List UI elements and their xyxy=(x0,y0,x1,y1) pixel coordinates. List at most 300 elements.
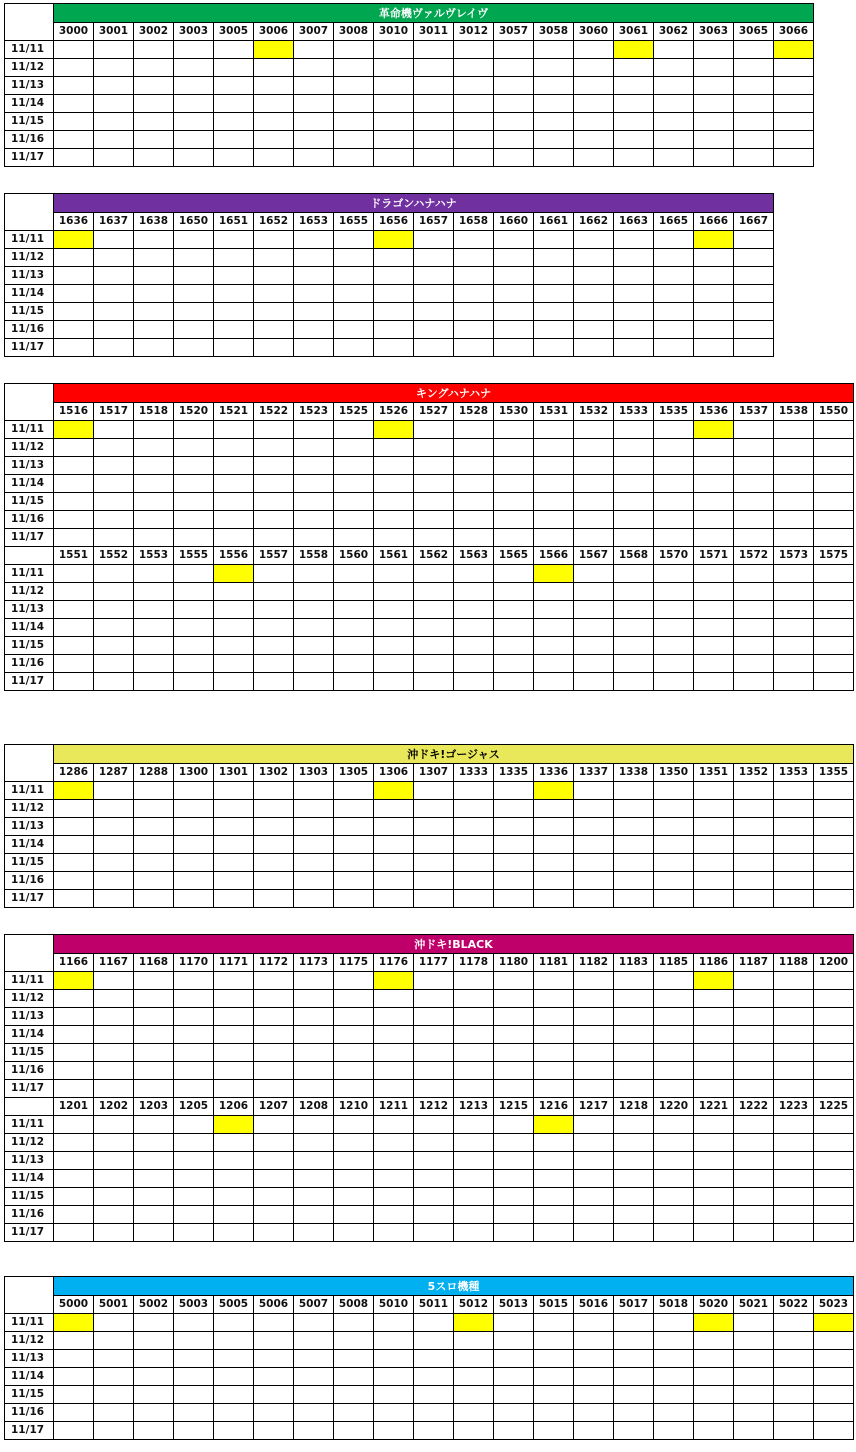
result-cell[interactable] xyxy=(494,439,534,457)
result-cell[interactable] xyxy=(654,303,694,321)
result-cell[interactable] xyxy=(174,583,214,601)
result-cell[interactable] xyxy=(494,267,534,285)
result-cell[interactable] xyxy=(534,511,574,529)
result-cell[interactable] xyxy=(54,1350,94,1368)
result-cell[interactable] xyxy=(614,565,654,583)
result-cell[interactable] xyxy=(454,890,494,908)
result-cell[interactable] xyxy=(494,1314,534,1332)
result-cell[interactable] xyxy=(54,619,94,637)
result-cell[interactable] xyxy=(574,655,614,673)
result-cell[interactable] xyxy=(334,231,374,249)
result-cell[interactable] xyxy=(94,782,134,800)
result-cell[interactable] xyxy=(654,41,694,59)
result-cell[interactable] xyxy=(174,249,214,267)
result-cell[interactable] xyxy=(414,1422,454,1440)
result-cell[interactable] xyxy=(454,619,494,637)
result-cell[interactable] xyxy=(614,59,654,77)
result-cell[interactable] xyxy=(214,782,254,800)
result-cell[interactable] xyxy=(414,421,454,439)
result-cell[interactable] xyxy=(654,1008,694,1026)
result-cell[interactable] xyxy=(494,321,534,339)
result-cell[interactable] xyxy=(174,41,214,59)
result-cell[interactable] xyxy=(574,972,614,990)
result-cell[interactable] xyxy=(694,1386,734,1404)
result-cell[interactable] xyxy=(454,1026,494,1044)
result-cell[interactable] xyxy=(814,1368,854,1386)
result-cell[interactable] xyxy=(574,836,614,854)
result-cell[interactable] xyxy=(654,321,694,339)
result-cell[interactable] xyxy=(414,1152,454,1170)
result-cell[interactable] xyxy=(54,149,94,167)
result-cell[interactable] xyxy=(94,1188,134,1206)
result-cell[interactable] xyxy=(774,890,814,908)
result-cell[interactable] xyxy=(574,673,614,691)
result-cell[interactable] xyxy=(94,800,134,818)
result-cell[interactable] xyxy=(654,818,694,836)
result-cell[interactable] xyxy=(494,872,534,890)
result-cell[interactable] xyxy=(254,1368,294,1386)
result-cell[interactable] xyxy=(454,493,494,511)
result-cell[interactable] xyxy=(374,782,414,800)
result-cell[interactable] xyxy=(334,511,374,529)
result-cell[interactable] xyxy=(334,872,374,890)
result-cell[interactable] xyxy=(414,511,454,529)
result-cell[interactable] xyxy=(734,95,774,113)
result-cell[interactable] xyxy=(294,267,334,285)
result-cell[interactable] xyxy=(454,1422,494,1440)
result-cell[interactable] xyxy=(534,601,574,619)
result-cell[interactable] xyxy=(94,421,134,439)
result-cell[interactable] xyxy=(774,1224,814,1242)
result-cell[interactable] xyxy=(374,1152,414,1170)
result-cell[interactable] xyxy=(254,1080,294,1098)
result-cell[interactable] xyxy=(574,285,614,303)
result-cell[interactable] xyxy=(414,1134,454,1152)
result-cell[interactable] xyxy=(94,511,134,529)
result-cell[interactable] xyxy=(694,529,734,547)
result-cell[interactable] xyxy=(134,149,174,167)
result-cell[interactable] xyxy=(54,41,94,59)
result-cell[interactable] xyxy=(94,1008,134,1026)
result-cell[interactable] xyxy=(694,1026,734,1044)
result-cell[interactable] xyxy=(174,511,214,529)
result-cell[interactable] xyxy=(774,854,814,872)
result-cell[interactable] xyxy=(94,77,134,95)
result-cell[interactable] xyxy=(214,601,254,619)
result-cell[interactable] xyxy=(214,511,254,529)
result-cell[interactable] xyxy=(334,285,374,303)
result-cell[interactable] xyxy=(574,1026,614,1044)
result-cell[interactable] xyxy=(694,95,734,113)
result-cell[interactable] xyxy=(414,95,454,113)
result-cell[interactable] xyxy=(814,1332,854,1350)
result-cell[interactable] xyxy=(734,457,774,475)
result-cell[interactable] xyxy=(94,818,134,836)
result-cell[interactable] xyxy=(94,131,134,149)
result-cell[interactable] xyxy=(334,1314,374,1332)
result-cell[interactable] xyxy=(214,818,254,836)
result-cell[interactable] xyxy=(574,1152,614,1170)
result-cell[interactable] xyxy=(574,872,614,890)
result-cell[interactable] xyxy=(414,1206,454,1224)
result-cell[interactable] xyxy=(534,249,574,267)
result-cell[interactable] xyxy=(214,149,254,167)
result-cell[interactable] xyxy=(174,1386,214,1404)
result-cell[interactable] xyxy=(254,1044,294,1062)
result-cell[interactable] xyxy=(254,601,294,619)
result-cell[interactable] xyxy=(134,1422,174,1440)
result-cell[interactable] xyxy=(174,1008,214,1026)
result-cell[interactable] xyxy=(134,1206,174,1224)
result-cell[interactable] xyxy=(54,565,94,583)
result-cell[interactable] xyxy=(454,149,494,167)
result-cell[interactable] xyxy=(694,1350,734,1368)
result-cell[interactable] xyxy=(654,231,694,249)
result-cell[interactable] xyxy=(54,800,94,818)
result-cell[interactable] xyxy=(374,1170,414,1188)
result-cell[interactable] xyxy=(614,77,654,95)
result-cell[interactable] xyxy=(334,457,374,475)
result-cell[interactable] xyxy=(734,493,774,511)
result-cell[interactable] xyxy=(294,782,334,800)
result-cell[interactable] xyxy=(814,872,854,890)
result-cell[interactable] xyxy=(174,113,214,131)
result-cell[interactable] xyxy=(414,583,454,601)
result-cell[interactable] xyxy=(294,1170,334,1188)
result-cell[interactable] xyxy=(94,1422,134,1440)
result-cell[interactable] xyxy=(494,1206,534,1224)
result-cell[interactable] xyxy=(654,249,694,267)
result-cell[interactable] xyxy=(814,421,854,439)
result-cell[interactable] xyxy=(174,77,214,95)
result-cell[interactable] xyxy=(534,267,574,285)
result-cell[interactable] xyxy=(734,113,774,131)
result-cell[interactable] xyxy=(734,1044,774,1062)
result-cell[interactable] xyxy=(694,77,734,95)
result-cell[interactable] xyxy=(334,990,374,1008)
result-cell[interactable] xyxy=(574,439,614,457)
result-cell[interactable] xyxy=(174,285,214,303)
result-cell[interactable] xyxy=(694,1080,734,1098)
result-cell[interactable] xyxy=(814,1206,854,1224)
result-cell[interactable] xyxy=(454,1386,494,1404)
result-cell[interactable] xyxy=(134,493,174,511)
result-cell[interactable] xyxy=(454,1332,494,1350)
result-cell[interactable] xyxy=(614,1404,654,1422)
result-cell[interactable] xyxy=(134,339,174,357)
result-cell[interactable] xyxy=(694,1224,734,1242)
result-cell[interactable] xyxy=(574,1170,614,1188)
result-cell[interactable] xyxy=(94,285,134,303)
result-cell[interactable] xyxy=(814,800,854,818)
result-cell[interactable] xyxy=(494,285,534,303)
result-cell[interactable] xyxy=(254,529,294,547)
result-cell[interactable] xyxy=(574,637,614,655)
result-cell[interactable] xyxy=(654,529,694,547)
result-cell[interactable] xyxy=(374,113,414,131)
result-cell[interactable] xyxy=(334,1332,374,1350)
result-cell[interactable] xyxy=(454,421,494,439)
result-cell[interactable] xyxy=(294,800,334,818)
result-cell[interactable] xyxy=(94,1224,134,1242)
result-cell[interactable] xyxy=(774,421,814,439)
result-cell[interactable] xyxy=(414,339,454,357)
result-cell[interactable] xyxy=(734,782,774,800)
result-cell[interactable] xyxy=(574,511,614,529)
result-cell[interactable] xyxy=(54,990,94,1008)
result-cell[interactable] xyxy=(534,818,574,836)
result-cell[interactable] xyxy=(814,836,854,854)
result-cell[interactable] xyxy=(734,818,774,836)
result-cell[interactable] xyxy=(454,601,494,619)
result-cell[interactable] xyxy=(294,1134,334,1152)
result-cell[interactable] xyxy=(214,59,254,77)
result-cell[interactable] xyxy=(174,1404,214,1422)
result-cell[interactable] xyxy=(334,1062,374,1080)
result-cell[interactable] xyxy=(54,637,94,655)
result-cell[interactable] xyxy=(414,59,454,77)
result-cell[interactable] xyxy=(494,972,534,990)
result-cell[interactable] xyxy=(334,1008,374,1026)
result-cell[interactable] xyxy=(374,1116,414,1134)
result-cell[interactable] xyxy=(574,529,614,547)
result-cell[interactable] xyxy=(254,475,294,493)
result-cell[interactable] xyxy=(814,457,854,475)
result-cell[interactable] xyxy=(694,1332,734,1350)
result-cell[interactable] xyxy=(334,77,374,95)
result-cell[interactable] xyxy=(334,149,374,167)
result-cell[interactable] xyxy=(134,1044,174,1062)
result-cell[interactable] xyxy=(174,972,214,990)
result-cell[interactable] xyxy=(174,493,214,511)
result-cell[interactable] xyxy=(614,673,654,691)
result-cell[interactable] xyxy=(294,1080,334,1098)
result-cell[interactable] xyxy=(454,1044,494,1062)
result-cell[interactable] xyxy=(614,1332,654,1350)
result-cell[interactable] xyxy=(734,285,774,303)
result-cell[interactable] xyxy=(534,1080,574,1098)
result-cell[interactable] xyxy=(534,1134,574,1152)
result-cell[interactable] xyxy=(374,1422,414,1440)
result-cell[interactable] xyxy=(334,249,374,267)
result-cell[interactable] xyxy=(534,990,574,1008)
result-cell[interactable] xyxy=(374,890,414,908)
result-cell[interactable] xyxy=(494,1188,534,1206)
result-cell[interactable] xyxy=(414,1170,454,1188)
result-cell[interactable] xyxy=(134,1386,174,1404)
result-cell[interactable] xyxy=(614,529,654,547)
result-cell[interactable] xyxy=(734,1188,774,1206)
result-cell[interactable] xyxy=(54,1008,94,1026)
result-cell[interactable] xyxy=(654,1314,694,1332)
result-cell[interactable] xyxy=(374,267,414,285)
result-cell[interactable] xyxy=(254,113,294,131)
result-cell[interactable] xyxy=(574,41,614,59)
result-cell[interactable] xyxy=(214,836,254,854)
result-cell[interactable] xyxy=(254,59,294,77)
result-cell[interactable] xyxy=(574,1332,614,1350)
result-cell[interactable] xyxy=(774,619,814,637)
result-cell[interactable] xyxy=(294,583,334,601)
result-cell[interactable] xyxy=(494,1350,534,1368)
result-cell[interactable] xyxy=(534,1386,574,1404)
result-cell[interactable] xyxy=(374,854,414,872)
result-cell[interactable] xyxy=(94,1350,134,1368)
result-cell[interactable] xyxy=(374,1062,414,1080)
result-cell[interactable] xyxy=(174,818,214,836)
result-cell[interactable] xyxy=(574,475,614,493)
result-cell[interactable] xyxy=(294,655,334,673)
result-cell[interactable] xyxy=(734,475,774,493)
result-cell[interactable] xyxy=(574,95,614,113)
result-cell[interactable] xyxy=(134,439,174,457)
result-cell[interactable] xyxy=(294,339,334,357)
result-cell[interactable] xyxy=(374,1404,414,1422)
result-cell[interactable] xyxy=(694,818,734,836)
result-cell[interactable] xyxy=(654,565,694,583)
result-cell[interactable] xyxy=(574,339,614,357)
result-cell[interactable] xyxy=(414,1314,454,1332)
result-cell[interactable] xyxy=(814,990,854,1008)
result-cell[interactable] xyxy=(574,59,614,77)
result-cell[interactable] xyxy=(254,990,294,1008)
result-cell[interactable] xyxy=(774,1080,814,1098)
result-cell[interactable] xyxy=(174,1170,214,1188)
result-cell[interactable] xyxy=(574,1188,614,1206)
result-cell[interactable] xyxy=(94,619,134,637)
result-cell[interactable] xyxy=(734,421,774,439)
result-cell[interactable] xyxy=(254,836,294,854)
result-cell[interactable] xyxy=(94,890,134,908)
result-cell[interactable] xyxy=(374,836,414,854)
result-cell[interactable] xyxy=(54,303,94,321)
result-cell[interactable] xyxy=(734,1206,774,1224)
result-cell[interactable] xyxy=(774,1368,814,1386)
result-cell[interactable] xyxy=(814,673,854,691)
result-cell[interactable] xyxy=(374,1368,414,1386)
result-cell[interactable] xyxy=(374,1314,414,1332)
result-cell[interactable] xyxy=(254,1422,294,1440)
result-cell[interactable] xyxy=(334,131,374,149)
result-cell[interactable] xyxy=(414,601,454,619)
result-cell[interactable] xyxy=(254,583,294,601)
result-cell[interactable] xyxy=(334,421,374,439)
result-cell[interactable] xyxy=(734,149,774,167)
result-cell[interactable] xyxy=(134,782,174,800)
result-cell[interactable] xyxy=(134,637,174,655)
result-cell[interactable] xyxy=(254,457,294,475)
result-cell[interactable] xyxy=(54,818,94,836)
result-cell[interactable] xyxy=(494,77,534,95)
result-cell[interactable] xyxy=(614,1224,654,1242)
result-cell[interactable] xyxy=(454,1206,494,1224)
result-cell[interactable] xyxy=(774,439,814,457)
result-cell[interactable] xyxy=(454,655,494,673)
result-cell[interactable] xyxy=(534,1404,574,1422)
result-cell[interactable] xyxy=(134,59,174,77)
result-cell[interactable] xyxy=(54,601,94,619)
result-cell[interactable] xyxy=(494,231,534,249)
result-cell[interactable] xyxy=(334,439,374,457)
result-cell[interactable] xyxy=(654,1134,694,1152)
result-cell[interactable] xyxy=(694,637,734,655)
result-cell[interactable] xyxy=(94,475,134,493)
result-cell[interactable] xyxy=(54,1044,94,1062)
result-cell[interactable] xyxy=(294,1422,334,1440)
result-cell[interactable] xyxy=(534,1332,574,1350)
result-cell[interactable] xyxy=(94,1152,134,1170)
result-cell[interactable] xyxy=(54,511,94,529)
result-cell[interactable] xyxy=(54,421,94,439)
result-cell[interactable] xyxy=(214,565,254,583)
result-cell[interactable] xyxy=(294,1152,334,1170)
result-cell[interactable] xyxy=(654,637,694,655)
result-cell[interactable] xyxy=(334,41,374,59)
result-cell[interactable] xyxy=(814,1134,854,1152)
result-cell[interactable] xyxy=(174,673,214,691)
result-cell[interactable] xyxy=(254,511,294,529)
result-cell[interactable] xyxy=(334,1188,374,1206)
result-cell[interactable] xyxy=(614,1044,654,1062)
result-cell[interactable] xyxy=(694,1044,734,1062)
result-cell[interactable] xyxy=(414,321,454,339)
result-cell[interactable] xyxy=(214,249,254,267)
result-cell[interactable] xyxy=(94,972,134,990)
result-cell[interactable] xyxy=(134,1332,174,1350)
result-cell[interactable] xyxy=(334,565,374,583)
result-cell[interactable] xyxy=(414,529,454,547)
result-cell[interactable] xyxy=(694,872,734,890)
result-cell[interactable] xyxy=(374,249,414,267)
result-cell[interactable] xyxy=(214,655,254,673)
result-cell[interactable] xyxy=(134,231,174,249)
result-cell[interactable] xyxy=(134,1404,174,1422)
result-cell[interactable] xyxy=(774,511,814,529)
result-cell[interactable] xyxy=(54,854,94,872)
result-cell[interactable] xyxy=(294,41,334,59)
result-cell[interactable] xyxy=(254,1134,294,1152)
result-cell[interactable] xyxy=(134,565,174,583)
result-cell[interactable] xyxy=(494,1422,534,1440)
result-cell[interactable] xyxy=(374,1008,414,1026)
result-cell[interactable] xyxy=(454,131,494,149)
result-cell[interactable] xyxy=(54,583,94,601)
result-cell[interactable] xyxy=(614,854,654,872)
result-cell[interactable] xyxy=(774,818,814,836)
result-cell[interactable] xyxy=(774,1134,814,1152)
result-cell[interactable] xyxy=(94,854,134,872)
result-cell[interactable] xyxy=(374,303,414,321)
result-cell[interactable] xyxy=(174,339,214,357)
result-cell[interactable] xyxy=(734,41,774,59)
result-cell[interactable] xyxy=(774,972,814,990)
result-cell[interactable] xyxy=(494,113,534,131)
result-cell[interactable] xyxy=(374,339,414,357)
result-cell[interactable] xyxy=(574,1008,614,1026)
result-cell[interactable] xyxy=(254,1314,294,1332)
result-cell[interactable] xyxy=(174,303,214,321)
result-cell[interactable] xyxy=(134,1224,174,1242)
result-cell[interactable] xyxy=(94,493,134,511)
result-cell[interactable] xyxy=(654,854,694,872)
result-cell[interactable] xyxy=(174,1314,214,1332)
result-cell[interactable] xyxy=(774,990,814,1008)
result-cell[interactable] xyxy=(54,1062,94,1080)
result-cell[interactable] xyxy=(574,1044,614,1062)
result-cell[interactable] xyxy=(294,854,334,872)
result-cell[interactable] xyxy=(294,601,334,619)
result-cell[interactable] xyxy=(134,1314,174,1332)
